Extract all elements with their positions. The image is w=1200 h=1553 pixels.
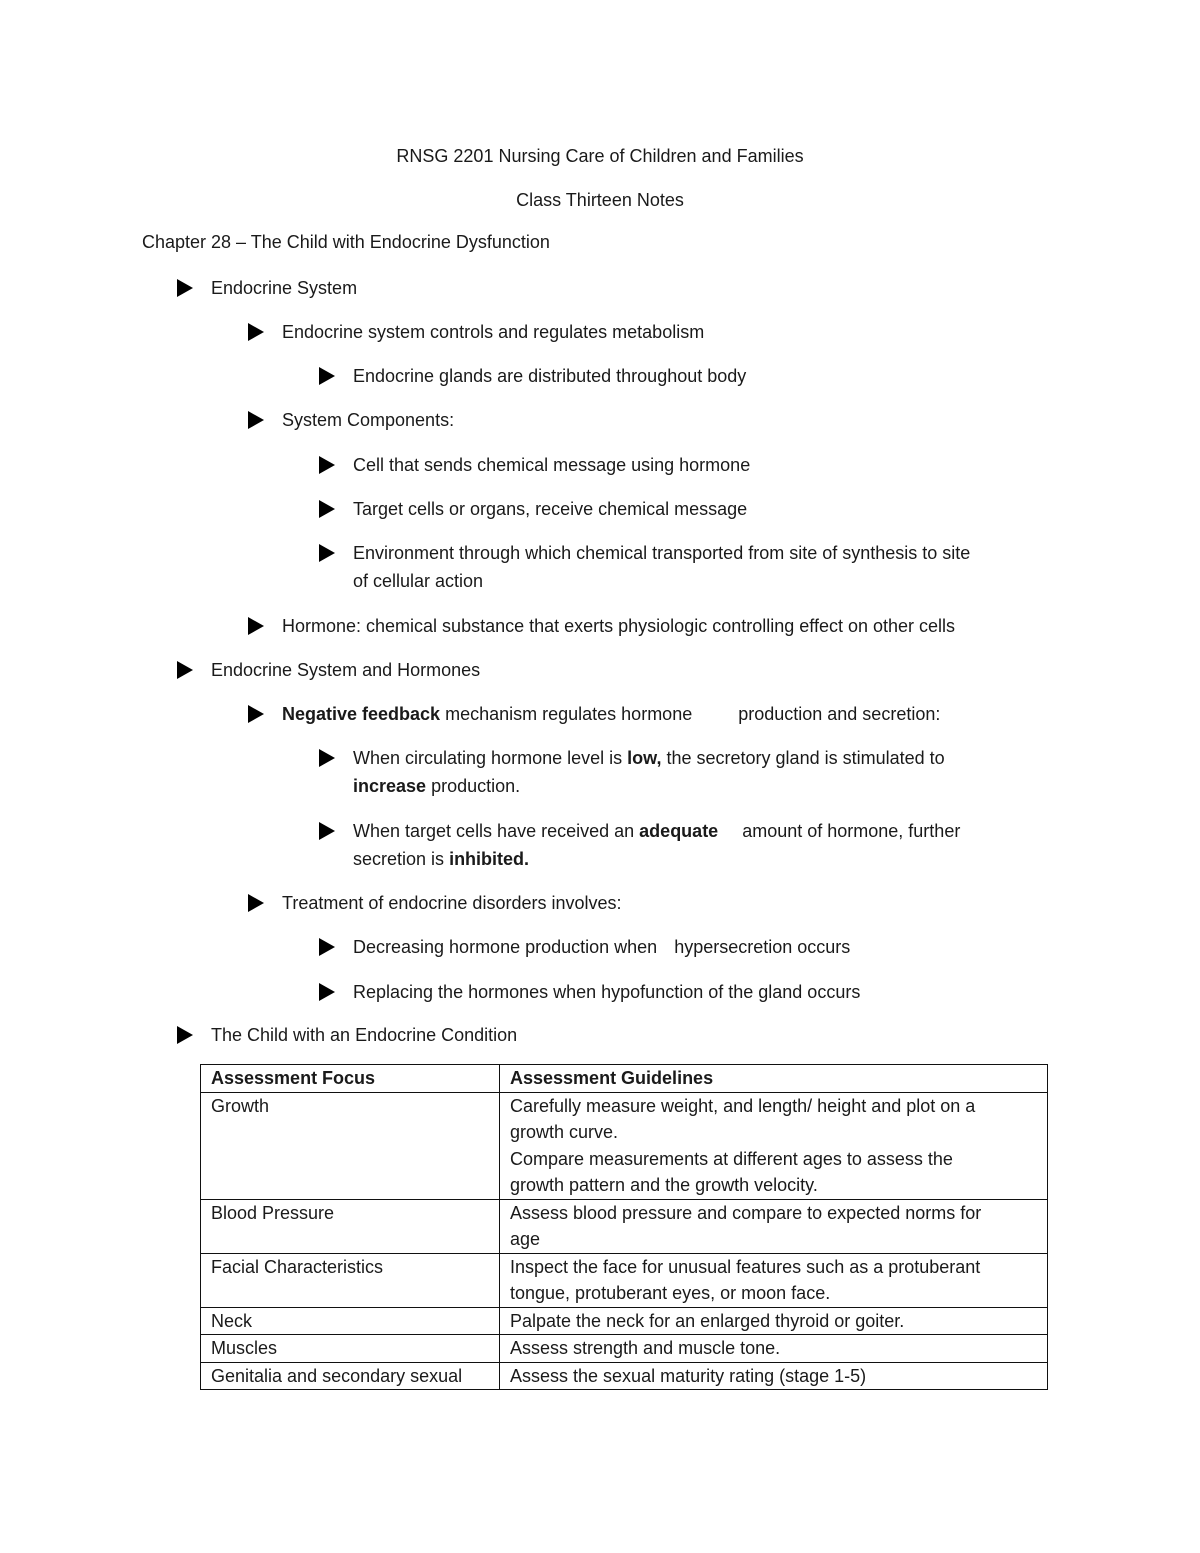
table-row: [201, 1253, 1048, 1307]
adequate-text-a: When target cells have received an: [353, 821, 635, 841]
adequate-text-c: secretion is: [353, 849, 445, 869]
right-triangle-arrow-icon: [318, 746, 342, 770]
outline-item-target-cells: Target cells or organs, receive chemical message: [353, 499, 748, 519]
outline-item-endocrine-system: Endocrine System: [211, 278, 358, 298]
negative-feedback-term: Negative feedback: [282, 704, 441, 724]
focus-cell: Neck: [201, 1307, 500, 1335]
guidelines-cell: [500, 1362, 1048, 1390]
right-triangle-arrow-icon: [247, 614, 271, 638]
outline-item-hormone: Hormone: chemical substance that exerts physiologic controlling effect on other cells: [282, 616, 956, 636]
chapter-heading: Chapter 28 – The Child with Endocrine Dysfunction: [142, 232, 550, 252]
guideline-line: Assess the sexual maturity rating (stage 1-5): [510, 1365, 867, 1386]
low-text-a: When circulating hormone level is: [353, 748, 623, 768]
low-text-b: the secretory gland is stimulated to: [666, 748, 945, 768]
outline-item-adequate-line-2: [353, 845, 529, 873]
guideline-line: growth pattern and the growth velocity.: [510, 1175, 818, 1195]
guidelines-cell: [500, 1092, 1048, 1199]
guidelines-cell: [500, 1307, 1048, 1335]
guideline-line: Palpate the neck for an enlarged thyroid or goiter.: [510, 1310, 905, 1331]
negative-feedback-text-a: mechanism regulates hormone: [445, 704, 693, 724]
guidelines-cell: [500, 1199, 1048, 1253]
focus-cell: Muscles: [201, 1335, 500, 1363]
guideline-line: growth curve.: [510, 1122, 619, 1142]
right-triangle-arrow-icon: [318, 497, 342, 521]
right-triangle-arrow-icon: [318, 819, 342, 843]
inhibited-term: inhibited.: [449, 849, 530, 869]
guideline-line: Assess strength and muscle tone.: [510, 1338, 781, 1358]
guideline-line: Inspect the face for unusual features such as a protuberant: [510, 1256, 981, 1277]
outline-item-replacing: Replacing the hormones when hypofunction of the gland occurs: [353, 982, 861, 1002]
right-triangle-arrow-icon: [176, 1023, 200, 1047]
adequate-term: adequate: [639, 821, 719, 841]
focus-cell: Blood Pressure: [201, 1199, 500, 1253]
focus-cell: Genitalia and secondary sexual: [201, 1362, 500, 1390]
negative-feedback-text-b: production and secretion:: [738, 704, 941, 724]
table-row: [201, 1092, 1048, 1199]
outline-item-components: System Components:: [282, 410, 455, 430]
outline-item-low-line-2: [353, 772, 520, 800]
right-triangle-arrow-icon: [318, 935, 342, 959]
outline-item-system-hormones: Endocrine System and Hormones: [211, 660, 481, 680]
decreasing-text-a: Decreasing hormone production when: [353, 937, 658, 957]
table-row: [201, 1335, 1048, 1363]
focus-cell: Facial Characteristics: [201, 1253, 500, 1307]
table-row: [201, 1307, 1048, 1335]
right-triangle-arrow-icon: [247, 320, 271, 344]
focus-cell: Growth: [201, 1092, 500, 1199]
outline-item-environment-line-2: of cellular action: [353, 571, 484, 591]
course-title: RNSG 2201 Nursing Care of Children and Families: [396, 146, 804, 166]
outline-item-controls: Endocrine system controls and regulates metabolism: [282, 322, 705, 342]
guideline-line: Assess blood pressure and compare to expected norms for: [510, 1202, 982, 1223]
outline-item-treatment: Treatment of endocrine disorders involves:: [282, 893, 622, 913]
right-triangle-arrow-icon: [176, 276, 200, 300]
low-term: low,: [627, 748, 662, 768]
adequate-text-b: amount of hormone, further: [742, 821, 961, 841]
right-triangle-arrow-icon: [318, 980, 342, 1004]
outline-item-glands: Endocrine glands are distributed throughout body: [353, 366, 747, 386]
outline-item-adequate-line-1: [353, 817, 960, 845]
table-row: [201, 1199, 1048, 1253]
guidelines-cell: [500, 1335, 1048, 1363]
assessment-table: [200, 1064, 1048, 1390]
right-triangle-arrow-icon: [318, 453, 342, 477]
outline-item-child-condition: The Child with an Endocrine Condition: [211, 1025, 518, 1045]
increase-term: increase: [353, 776, 427, 796]
outline-item-cell-sends: Cell that sends chemical message using hormone: [353, 455, 751, 475]
guideline-line: tongue, protuberant eyes, or moon face.: [510, 1283, 831, 1303]
guideline-line: Carefully measure weight, and length/ height and plot on a: [510, 1095, 976, 1116]
guideline-line: Compare measurements at different ages to assess the: [510, 1148, 953, 1169]
class-notes-title: Class Thirteen Notes: [516, 190, 684, 210]
header-assessment-guidelines: Assessment Guidelines: [500, 1065, 1048, 1093]
outline-item-low-line-1: [353, 744, 945, 772]
right-triangle-arrow-icon: [318, 541, 342, 565]
decreasing-text-b: hypersecretion occurs: [674, 937, 851, 957]
table-row: [201, 1362, 1048, 1390]
right-triangle-arrow-icon: [247, 891, 271, 915]
outline-item-environment-line-1: Environment through which chemical transported from site of synthesis to site: [353, 543, 971, 563]
table-header-row: [201, 1065, 1048, 1093]
guideline-line: age: [510, 1229, 541, 1249]
guidelines-cell: [500, 1253, 1048, 1307]
right-triangle-arrow-icon: [247, 408, 271, 432]
right-triangle-arrow-icon: [176, 658, 200, 682]
right-triangle-arrow-icon: [247, 702, 271, 726]
right-triangle-arrow-icon: [318, 364, 342, 388]
header-assessment-focus: Assessment Focus: [201, 1065, 500, 1093]
low-text-c: production.: [431, 776, 521, 796]
outline-item-negative-feedback: [282, 700, 940, 728]
outline-item-decreasing: [353, 933, 850, 961]
